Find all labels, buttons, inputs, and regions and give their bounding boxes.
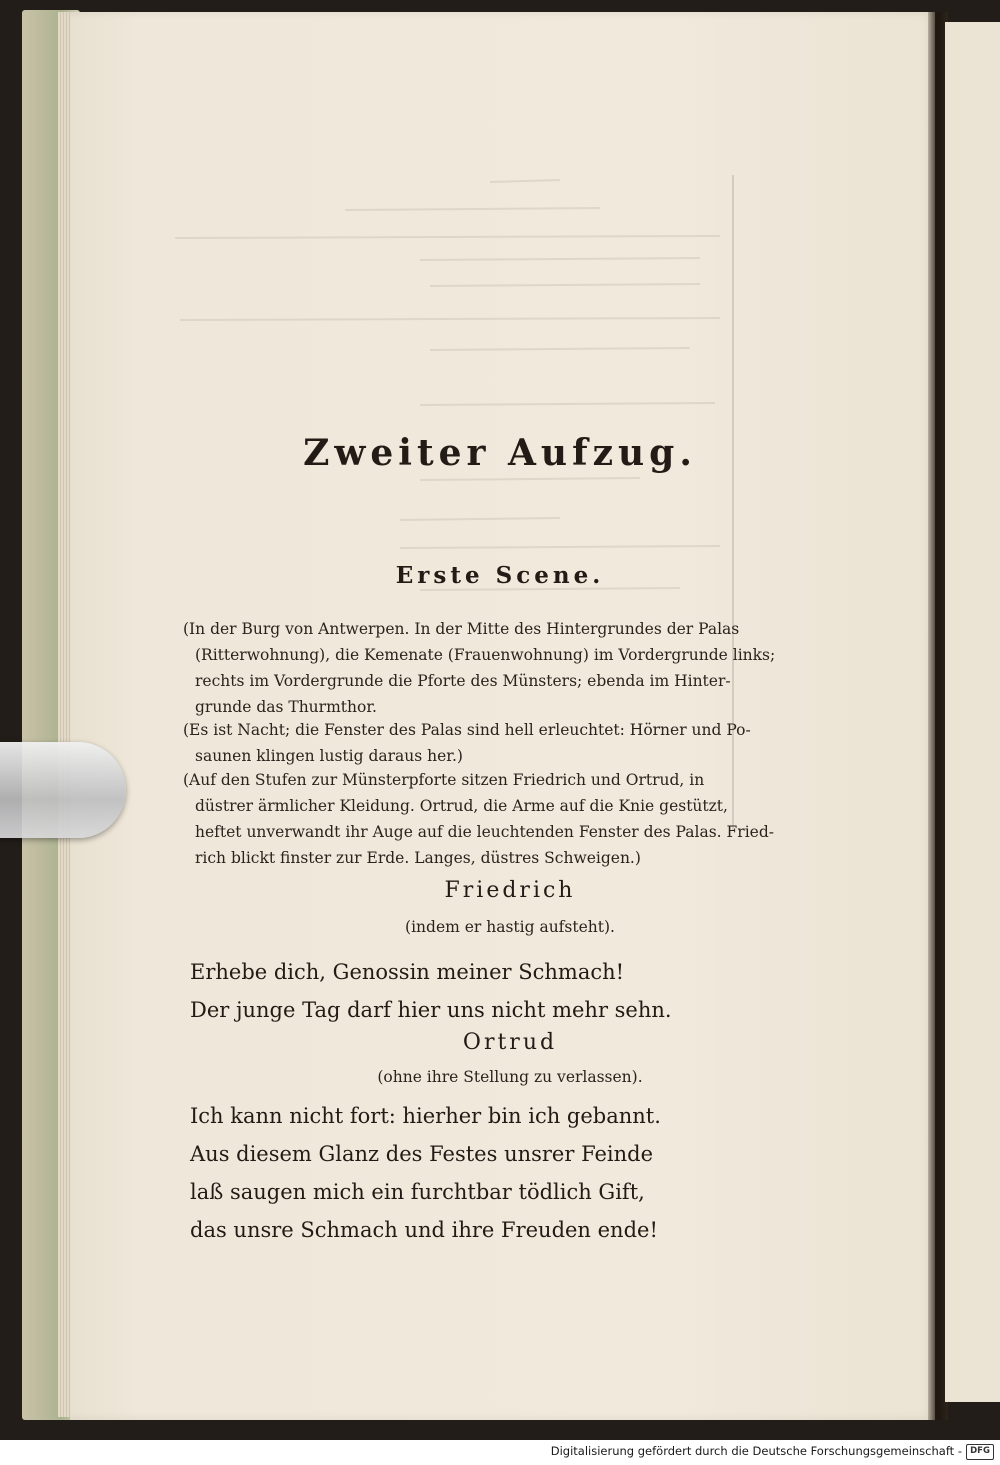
speaker-direction: (ohne ihre Stellung zu verlassen).: [377, 1068, 643, 1086]
verse-line: Ich kann nicht fort: hierher bin ich gebannt.: [190, 1104, 661, 1128]
scene-title: Erste Scene.: [395, 562, 605, 589]
dfg-logo: DFG: [966, 1444, 994, 1460]
stage-line: düstrer ärmlicher Kleidung. Ortrud, die Arme auf die Knie gestützt,: [195, 797, 728, 815]
verse-block-friedrich: [190, 953, 790, 1029]
stage-line: (Ritterwohnung), die Kemenate (Frauenwohnung) im Vordergrunde links;: [195, 646, 776, 664]
stage-line: saunen klingen lustig daraus her.): [195, 747, 463, 765]
stage-direction-night: [183, 717, 833, 769]
stage-line: (In der Burg von Antwerpen. In der Mitte des Hintergrundes der Palas: [183, 620, 740, 638]
verse-line: das unsre Schmach und ihre Freuden ende!: [190, 1218, 658, 1242]
verse-line: Erhebe dich, Genossin meiner Schmach!: [190, 960, 625, 984]
stage-line: (Es ist Nacht; die Fenster des Palas sind hell erleuchtet: Hörner und Po-: [183, 721, 751, 739]
verse-line: Aus diesem Glanz des Festes unsrer Feinde: [190, 1142, 654, 1166]
speaker-name-ortrud: Ortrud: [462, 1030, 558, 1055]
verse-line: laß saugen mich ein furchtbar tödlich Gift,: [190, 1180, 645, 1204]
verse-line: Der junge Tag darf hier uns nicht mehr sehn.: [190, 998, 672, 1022]
stage-line: heftet unverwandt ihr Auge auf die leuchtenden Fenster des Palas. Fried-: [195, 823, 774, 841]
stage-direction-setting: [183, 616, 833, 720]
stage-line: (Auf den Stufen zur Münsterpforte sitzen Friedrich und Ortrud, in: [183, 771, 705, 789]
verse-block-ortrud: [190, 1097, 790, 1249]
speaker-direction: (indem er hastig aufsteht).: [405, 918, 615, 936]
speaker-name-friedrich: Friedrich: [444, 878, 576, 903]
digitization-credit: Digitalisierung gefördert durch die Deutsche Forschungsgemeinschaft -: [550, 1444, 962, 1458]
stage-line: rechts im Vordergrunde die Pforte des Münsters; ebenda im Hinter-: [195, 672, 731, 690]
stage-line: rich blickt finster zur Erde. Langes, düstres Schweigen.): [195, 849, 641, 867]
stage-line: grunde das Thurmthor.: [195, 698, 377, 716]
act-title: Zweiter Aufzug.: [303, 432, 697, 474]
stage-direction-characters: [183, 767, 833, 871]
